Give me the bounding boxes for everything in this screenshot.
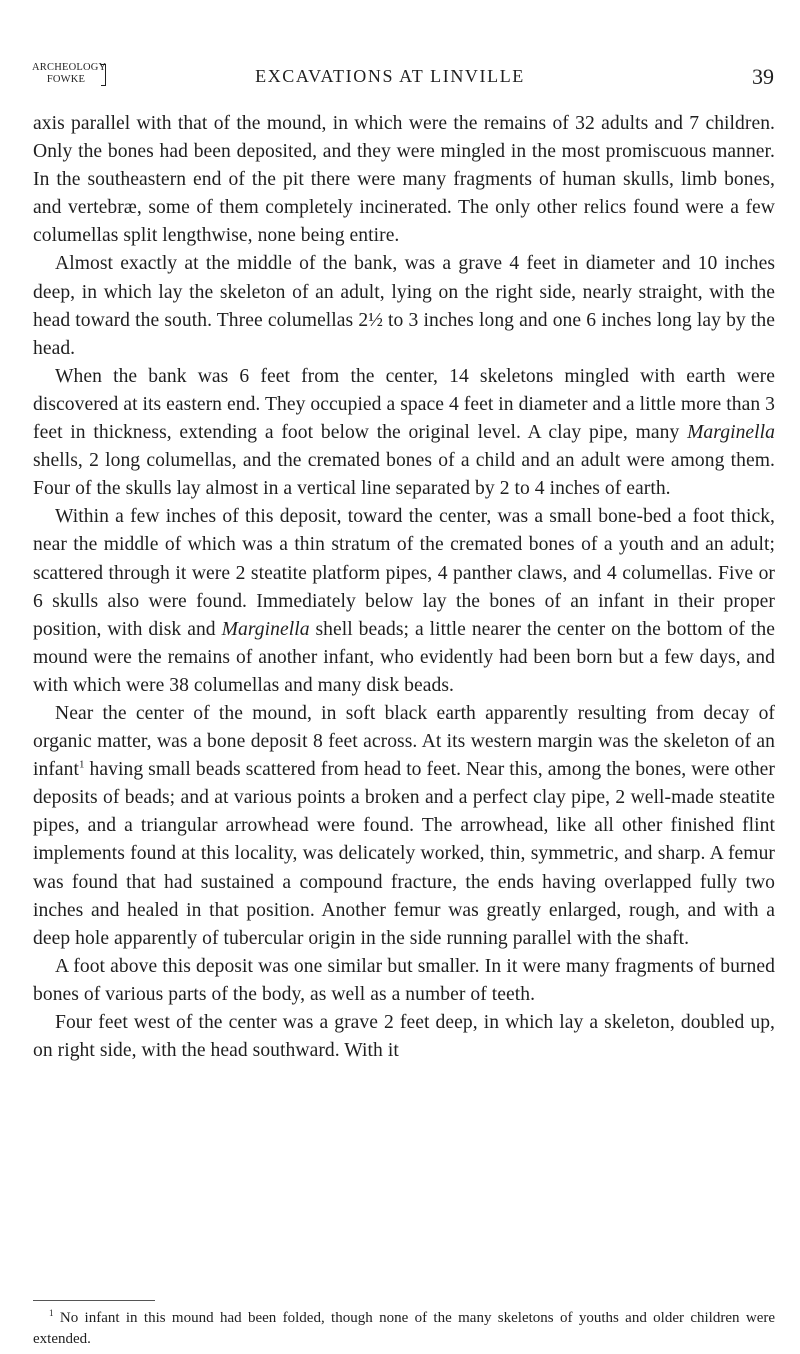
paragraph-5: Near the center of the mound, in soft black earth apparently resulting from decay of organic matter, was a bone deposit 8 feet across. At its western margin was the skeleton of an infant$^1$ having small beads scattered from head to feet. Near this, among the bones, were other deposits of beads; and at various points a broken and a perfect clay pipe, 2 well-made steatite pipes, and a triangular arrowhead were found. The arrowhead, like all other finished flint implements found at this locality, was delicately worked, thin, symmetric, and sharp. A femur was found that had sustained a compound fracture, the ends having overlapped fully two inches and healed in that position. Another femur was greatly enlarged, rough, and with a deep hole apparently of tubercular origin in the side running parallel with the shaft.	[33, 702, 775, 949]
paragraph-7: Four feet west of the center was a grave 2 feet deep, in which lay a skeleton, doubled up, on right side, with the head southward. With it	[33, 1012, 775, 1062]
paragraph-2: Almost exactly at the middle of the bank, was a grave 4 feet in diameter and 10 inches deep, in which lay the skeleton of an adult, lying on the right side, nearly straight, with the head toward the south. Three columellas 2½ to 3 inches long and one 6 inches long lay by the head.	[33, 253, 775, 359]
running-head-series: ARCHEOLOGY	[32, 62, 107, 73]
footnote-reference[interactable]: 1	[79, 758, 85, 771]
paragraph-1: axis parallel with that of the mound, in which were the remains of 32 adults and 7 children. Only the bones had been deposited, and they were mingled in the most promiscuous manner. In the southeastern end of the pit there were many fragments of human skulls, limb bones, and vertebræ, some of them completely incinerated. The only other relics found were a few columellas split lengthwise, none being entire.	[33, 113, 775, 247]
species-name: Marginella	[221, 618, 310, 640]
running-head-author: FOWKE	[46, 74, 86, 85]
page-header	[32, 62, 788, 102]
page-number: 39	[752, 64, 774, 89]
bracket-mark	[101, 64, 106, 86]
running-head-left	[32, 62, 107, 86]
footnote-marker: 1	[49, 1308, 54, 1318]
body-text	[33, 110, 775, 1065]
footnote-divider	[33, 1300, 155, 1301]
paragraph-4: Within a few inches of this deposit, toward the center, was a small bone-bed a foot thick, near the middle of which was a thin stratum of the cremated bones of a youth and an adult; scattered through it were 2 steatite platform pipes, 4 panther claws, and 4 columellas. Five or 6 skulls also were found. Immediately below lay the bones of an infant in their proper position, with disk and Marginella shell beads; a little nearer the center on the bottom of the mound were the remains of another infant, who evidently had been born but a few days, and with which were 38 columellas and many disk beads.	[33, 506, 776, 696]
running-title: EXCAVATIONS AT LINVILLE	[255, 66, 525, 86]
footnote-text: No infant in this mound had been folded, though none of the many skeletons of youths and older children were extended.	[33, 1310, 776, 1347]
paragraph-6: A foot above this deposit was one similar but smaller. In it were many fragments of burned bones of various parts of the body, as well as a number of teeth.	[33, 955, 775, 1005]
species-name: Marginella	[687, 422, 775, 444]
footnote	[33, 1303, 775, 1350]
paragraph-3: When the bank was 6 feet from the center, 14 skeletons mingled with earth were discovered at its eastern end. They occupied a space 4 feet in diameter and a little more than 3 feet in thickness, extending a foot below the original level. A clay pipe, many Marginella shells, 2 long columellas, and the cremated bones of a child and an adult were among them. Four of the skulls lay almost in a vertical line separated by 2 to 4 inches of earth.	[33, 365, 775, 500]
